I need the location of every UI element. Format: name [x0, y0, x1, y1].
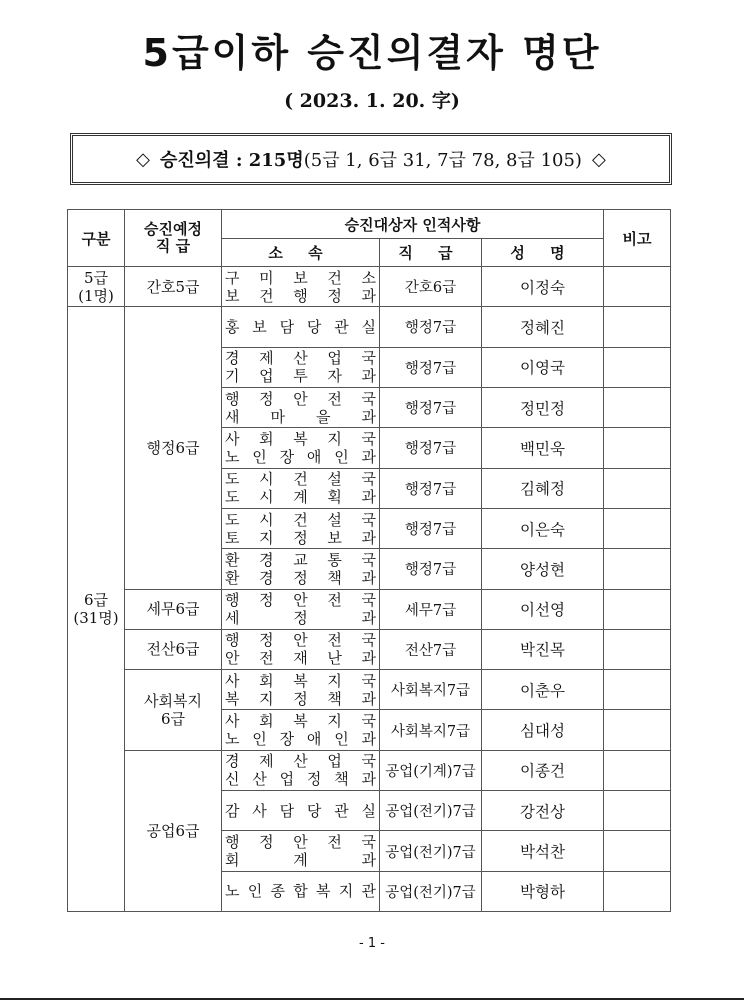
affiliation-line: 도 시 건 설 국: [225, 510, 376, 529]
rank-cell: 세무7급: [380, 589, 482, 629]
affiliation-line: 경 제 산 업 국: [225, 752, 376, 771]
note-cell: [604, 589, 671, 629]
affiliation-line: 사 회 복 지 국: [225, 671, 376, 690]
name-cell: 이선영: [482, 589, 604, 629]
header-affiliation: 소 속: [222, 239, 380, 267]
note-cell: [604, 387, 671, 427]
affiliation-line: 도 시 건 설 국: [225, 470, 376, 489]
table-row: [68, 307, 671, 347]
affiliation-cell: [222, 871, 380, 911]
affiliation-line: 행 정 안 전 국: [225, 631, 376, 650]
page-number: - 1 -: [359, 936, 385, 951]
affiliation-cell: [222, 428, 380, 468]
planned-rank-cell: 공업6급: [125, 750, 222, 911]
affiliation-line: 환 경 교 통 국: [225, 550, 376, 569]
note-cell: [604, 629, 671, 669]
affiliation-cell: [222, 347, 380, 387]
planned-rank-cell: 사회복지 6급: [125, 670, 222, 751]
planned-rank-cell: 세무6급: [125, 589, 222, 629]
note-cell: [604, 267, 671, 307]
header-note: 비고: [604, 210, 671, 267]
affiliation-line: 세 정 과: [225, 609, 376, 628]
rank-cell: 행정7급: [380, 549, 482, 589]
affiliation-line: 토 지 정 보 과: [225, 528, 376, 547]
name-cell: 김혜정: [482, 468, 604, 508]
affiliation-line: 홍 보 담 당 관 실: [225, 317, 376, 336]
rank-cell: 사회복지7급: [380, 710, 482, 750]
affiliation-line: 안 전 재 난 과: [225, 649, 376, 668]
name-cell: 정민정: [482, 387, 604, 427]
rank-cell: 사회복지7급: [380, 670, 482, 710]
note-cell: [604, 347, 671, 387]
name-cell: 백민욱: [482, 428, 604, 468]
affiliation-line: 행 정 안 전 국: [225, 389, 376, 408]
affiliation-cell: [222, 791, 380, 831]
affiliation-cell: [222, 831, 380, 871]
affiliation-line: 구 미 보 건 소: [225, 268, 376, 287]
affiliation-line: 사 회 복 지 국: [225, 429, 376, 448]
affiliation-line: 보 건 행 정 과: [225, 286, 376, 305]
name-cell: 이정숙: [482, 267, 604, 307]
affiliation-line: 새 마 을 과: [225, 407, 376, 426]
rank-cell: 행정7급: [380, 508, 482, 548]
planned-rank-cell: 간호5급: [125, 267, 222, 307]
summary-box: [70, 133, 672, 185]
name-cell: 박형하: [482, 871, 604, 911]
table-row: [68, 629, 671, 669]
affiliation-cell: [222, 267, 380, 307]
rank-cell: 행정7급: [380, 307, 482, 347]
name-cell: 이은숙: [482, 508, 604, 548]
affiliation-line: 노 인 장 애 인 과: [225, 730, 376, 749]
rank-cell: 공업(전기)7급: [380, 831, 482, 871]
affiliation-line: 사 회 복 지 국: [225, 712, 376, 731]
affiliation-cell: [222, 549, 380, 589]
affiliation-cell: [222, 387, 380, 427]
header-candidates: 승진대상자 인적사항: [222, 210, 604, 239]
affiliation-line: 신 산 업 정 책 과: [225, 770, 376, 789]
note-cell: [604, 549, 671, 589]
name-cell: 이종건: [482, 750, 604, 790]
header-planned-rank: 승진예정 직 급: [125, 210, 222, 267]
note-cell: [604, 670, 671, 710]
name-cell: 양성현: [482, 549, 604, 589]
name-cell: 박진목: [482, 629, 604, 669]
note-cell: [604, 468, 671, 508]
table-row: [68, 670, 671, 710]
affiliation-line: 복 지 정 책 과: [225, 689, 376, 708]
rank-cell: 행정7급: [380, 428, 482, 468]
rank-cell: 공업(전기)7급: [380, 791, 482, 831]
note-cell: [604, 307, 671, 347]
page-bottom-border: [0, 998, 744, 1000]
affiliation-line: 도 시 계 획 과: [225, 488, 376, 507]
affiliation-line: 환 경 정 책 과: [225, 568, 376, 587]
note-cell: [604, 710, 671, 750]
category-cell: 5급 (1명): [68, 267, 125, 307]
note-cell: [604, 428, 671, 468]
name-cell: 심대성: [482, 710, 604, 750]
affiliation-cell: [222, 750, 380, 790]
rank-cell: 행정7급: [380, 347, 482, 387]
category-cell: 6급 (31명): [68, 307, 125, 912]
summary-label: 승진의결 : 215명: [160, 150, 304, 171]
affiliation-line: 경 제 산 업 국: [225, 349, 376, 368]
note-cell: [604, 831, 671, 871]
diamond-icon: ◇: [591, 148, 606, 170]
affiliation-line: 행 정 안 전 국: [225, 591, 376, 610]
document-date: ( 2023. 1. 20. 字): [284, 90, 460, 112]
promotion-table: [67, 209, 671, 912]
table-row: [68, 750, 671, 790]
table-body: [68, 267, 671, 912]
diamond-icon: ◇: [136, 148, 151, 170]
rank-cell: 행정7급: [380, 468, 482, 508]
name-cell: 이춘우: [482, 670, 604, 710]
affiliation-line: 노 인 장 애 인 과: [225, 447, 376, 466]
affiliation-cell: [222, 670, 380, 710]
rank-cell: 간호6급: [380, 267, 482, 307]
document-title: 5급이하 승진의결자 명단: [142, 31, 602, 75]
affiliation-cell: [222, 307, 380, 347]
affiliation-cell: [222, 629, 380, 669]
name-cell: 강전상: [482, 791, 604, 831]
name-cell: 박석찬: [482, 831, 604, 871]
name-cell: 정혜진: [482, 307, 604, 347]
rank-cell: 전산7급: [380, 629, 482, 669]
affiliation-line: 행 정 안 전 국: [225, 833, 376, 852]
affiliation-cell: [222, 468, 380, 508]
note-cell: [604, 508, 671, 548]
header-rank: 직 급: [380, 239, 482, 267]
rank-cell: 공업(기계)7급: [380, 750, 482, 790]
table-row: [68, 589, 671, 629]
summary-detail: (5급 1, 6급 31, 7급 78, 8급 105): [303, 150, 582, 171]
header-category: 구분: [68, 210, 125, 267]
header-name: 성 명: [482, 239, 604, 267]
affiliation-line: 기 업 투 자 과: [225, 367, 376, 386]
affiliation-cell: [222, 508, 380, 548]
name-cell: 이영국: [482, 347, 604, 387]
note-cell: [604, 750, 671, 790]
affiliation-cell: [222, 589, 380, 629]
planned-rank-cell: 전산6급: [125, 629, 222, 669]
rank-cell: 행정7급: [380, 387, 482, 427]
affiliation-line: 감 사 담 당 관 실: [225, 801, 376, 820]
rank-cell: 공업(전기)7급: [380, 871, 482, 911]
affiliation-line: 회 계 과: [225, 851, 376, 870]
table-row: [68, 267, 671, 307]
note-cell: [604, 791, 671, 831]
affiliation-cell: [222, 710, 380, 750]
note-cell: [604, 871, 671, 911]
affiliation-line: 노 인 종 합 복 지 관: [225, 882, 376, 901]
planned-rank-cell: 행정6급: [125, 307, 222, 589]
